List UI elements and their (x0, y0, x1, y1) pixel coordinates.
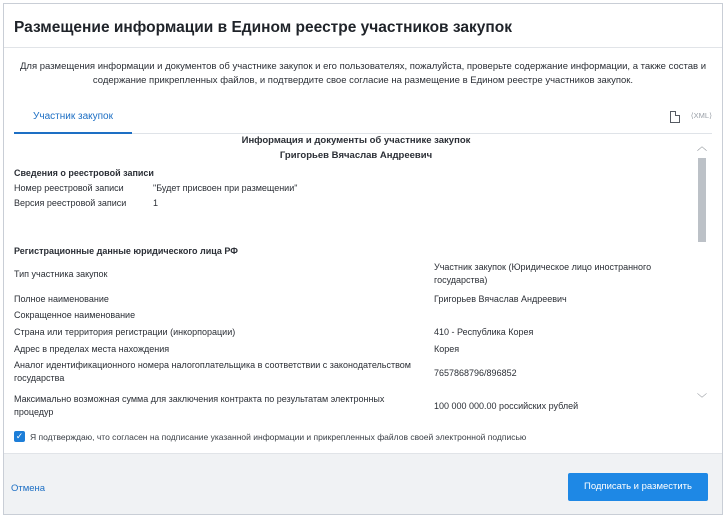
field-value: Григорьев Вячаслав Андреевич (434, 294, 567, 304)
cancel-button[interactable]: Отмена (11, 483, 46, 494)
field-value: 1 (153, 198, 159, 208)
scroll-up-icon[interactable]: ︿ (697, 142, 707, 153)
document-icon[interactable] (670, 111, 680, 123)
field-value: 410 - Республика Корея (434, 327, 534, 337)
field-label: Адрес в пределах места нахождения (14, 344, 170, 354)
field-label: Номер реестровой записи (14, 183, 124, 193)
field-label: Версия реестровой записи (14, 198, 127, 208)
field-value: Участник закупок (Юридическое лицо иностранного государства) (434, 262, 652, 285)
placement-dialog (3, 3, 723, 515)
tab-participant[interactable]: Участник закупок (14, 104, 132, 134)
consent-checkbox[interactable]: ✓ (15, 431, 24, 441)
field-label: Аналог идентификационного номера налогоплательщика в соответствии с законодательством государства (14, 360, 411, 383)
field-label: Сокращенное наименование (14, 310, 136, 320)
tab-bar (14, 104, 712, 134)
field-label: Максимально возможная сумма для заключения контракта по результатам электронных процедур (14, 394, 385, 417)
intro-text: Для размещения информации и документов об участнике закупок и его пользователях, пожалуйста, проверьте содержание информации, а также состав и содержание прикрепленных файлов, и подтвердите свое согласие на размещение в Едином реестре участников закупок. (19, 61, 707, 86)
field-value: Корея (434, 344, 460, 354)
xml-link[interactable]: ⟨XML⟩ (690, 111, 712, 120)
scrollbar[interactable] (696, 134, 708, 421)
field-value: "Будет присвоен при размещении" (153, 183, 298, 193)
field-label: Тип участника закупок (14, 269, 108, 279)
field-label: Страна или территория регистрации (инкорпорации) (14, 327, 236, 337)
document-subtitle: Григорьев Вячаслав Андреевич (279, 150, 433, 161)
consent-text: Я подтверждаю, что согласен на подписание указанной информации и прикрепленных файлов своей электронной подписью (30, 432, 527, 442)
scrollbar-thumb[interactable] (698, 158, 706, 242)
dialog-footer (4, 453, 722, 514)
registration-section-title: Регистрационные данные юридического лица РФ (14, 246, 238, 256)
document-title: Информация и документы об участнике закупок (241, 135, 471, 146)
registry-section-title: Сведения о реестровой записи (14, 168, 154, 178)
field-value: 7657868796/896852 (434, 368, 517, 378)
field-value: 100 000 000.00 российских рублей (434, 401, 579, 411)
dialog-title: Размещение информации в Едином реестре участников закупок (14, 19, 512, 36)
document-view[interactable] (14, 134, 698, 421)
scroll-down-icon[interactable]: ﹀ (697, 394, 707, 405)
field-label: Полное наименование (14, 294, 109, 304)
sign-and-publish-button[interactable]: Подписать и разместить (568, 473, 708, 501)
dialog-header (4, 4, 722, 48)
